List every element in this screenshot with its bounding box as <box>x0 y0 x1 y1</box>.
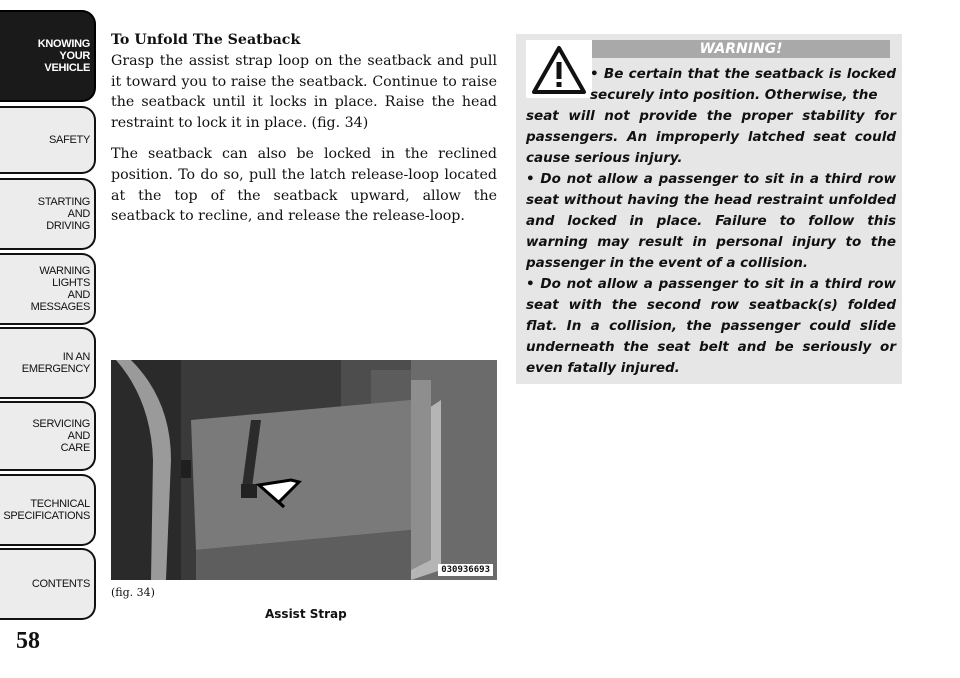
tab-warning-lights-and-messages[interactable] <box>0 253 96 325</box>
figure-reference: (fig. 34) <box>111 586 155 599</box>
warning-title: WARNING! <box>592 40 890 58</box>
paragraph: Grasp the assist strap loop on the seatback and pull it toward you to raise the seatback. Continue to raise the seatback until it locks in place. Raise the head restraint to lock it in place. (fig. 34) <box>111 52 497 132</box>
figure-code: 030936693 <box>438 564 493 576</box>
tab-label-line: DRIVING <box>46 220 90 232</box>
tab-label-line: AND <box>67 208 90 220</box>
figure-photo <box>111 360 497 580</box>
paragraph: The seatback can also be locked in the reclined position. To do so, pull the latch release-loop located at the top of the seatback upward, allow the seatback to recline, and release the release-loop. <box>111 145 497 225</box>
tab-technical-specifications[interactable] <box>0 474 96 546</box>
tab-label-line: LIGHTS <box>52 277 90 289</box>
figure-caption: Assist Strap <box>265 607 347 621</box>
tab-in-an-emergency[interactable] <box>0 327 96 399</box>
tab-safety[interactable] <box>0 106 96 174</box>
tab-label-line: SERVICING <box>32 418 90 430</box>
warning-bullet: • Do not allow a passenger to sit in a third row seat without having the head restraint unfolded and locked in place. Failure to follow this warning may result in personal injury to the passenger in the event of a collision. <box>526 171 896 271</box>
tab-label-line: WARNING <box>39 265 90 277</box>
warning-bullet: • Do not allow a passenger to sit in a third row seat with the second row seatback(s) folded flat. In a collision, the passenger could slide underneath the seat belt and be seriously or even fatally injured. <box>526 276 896 376</box>
tab-label-line: KNOWING <box>37 38 90 50</box>
tab-label-line: SPECIFICATIONS <box>3 510 90 522</box>
seat-illustration <box>111 360 497 580</box>
section-tabs <box>0 0 98 678</box>
tab-servicing-and-care[interactable] <box>0 401 96 471</box>
tab-starting-and-driving[interactable] <box>0 178 96 250</box>
tab-label-line: CARE <box>60 442 90 454</box>
tab-knowing-your-vehicle[interactable] <box>0 10 96 102</box>
tab-label-line: EMERGENCY <box>21 363 90 375</box>
warning-bullet: • Be certain that the seatback is locked securely into position. Otherwise, the <box>590 66 896 103</box>
section-heading: To Unfold The Seatback <box>111 32 301 48</box>
warning-bullet-continuation: seat will not provide the proper stability for passengers. An improperly latched seat could cause serious injury. <box>526 108 896 166</box>
tab-label-line: SAFETY <box>49 134 90 146</box>
tab-label-line: MESSAGES <box>30 301 90 313</box>
tab-label-line: IN AN <box>62 351 90 363</box>
tab-label-line: AND <box>67 289 90 301</box>
tab-label-line: TECHNICAL <box>30 498 90 510</box>
warning-text <box>526 64 896 379</box>
body-text <box>111 30 497 237</box>
tab-label-line: STARTING <box>37 196 90 208</box>
tab-label-line: VEHICLE <box>44 62 90 74</box>
page-number: 58 <box>16 628 40 654</box>
tab-contents[interactable] <box>0 548 96 620</box>
tab-label-line: YOUR <box>59 50 90 62</box>
tab-label-line: AND <box>67 430 90 442</box>
tab-label-line: CONTENTS <box>31 578 90 590</box>
